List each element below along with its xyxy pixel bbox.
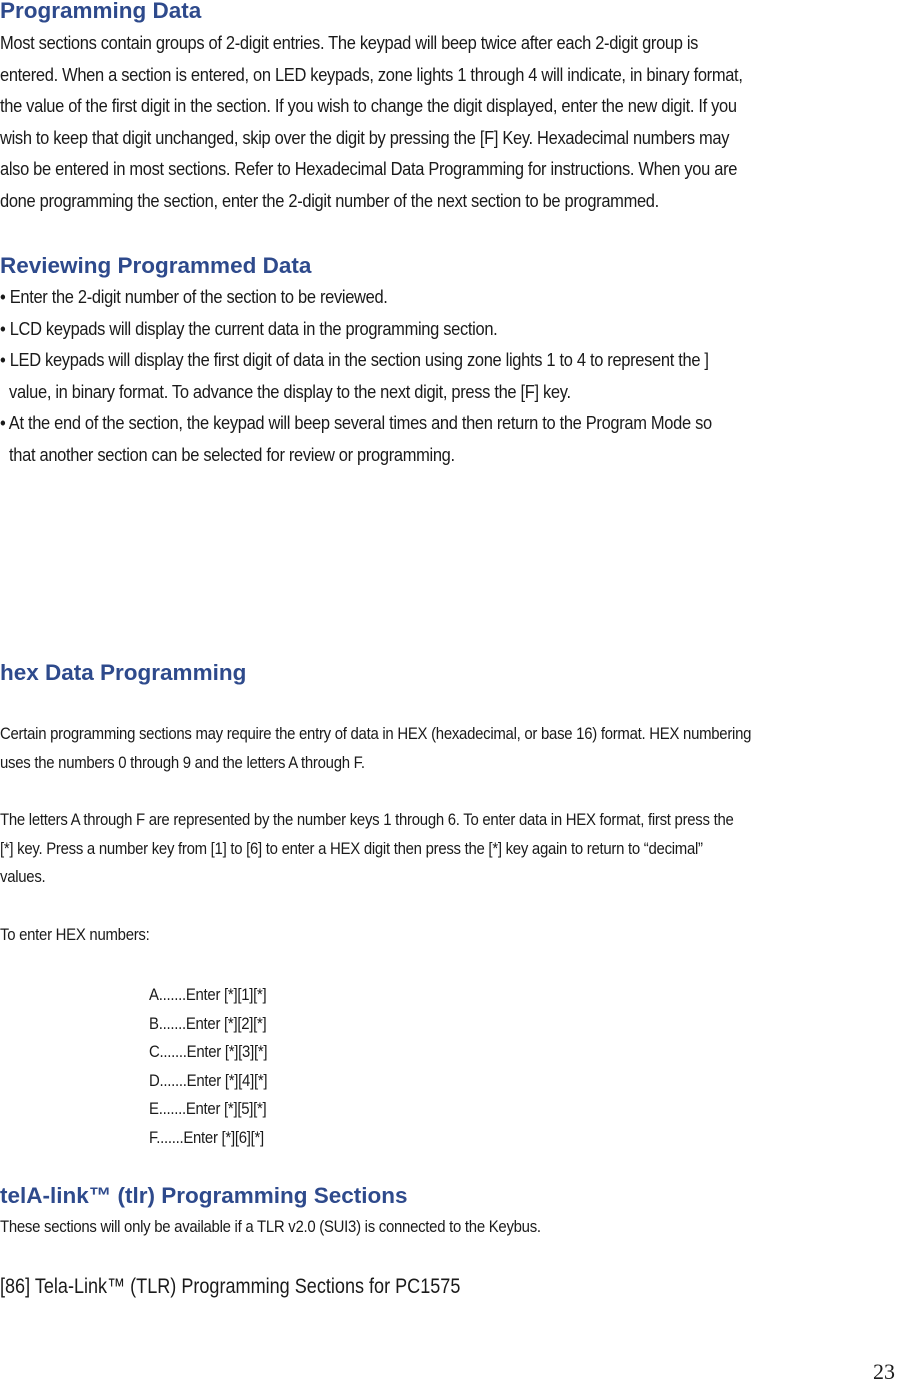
text-line: To enter HEX numbers: bbox=[0, 926, 150, 944]
text-line: These sections will only be available if a TLR v2.0 (SUI3) is connected to the Keybus. bbox=[0, 1218, 541, 1236]
bullet-item: • LCD keypads will display the current data in the programming section. bbox=[0, 318, 498, 339]
text-line: done programming the section, enter the 2-digit number of the next section to be programmed. bbox=[0, 190, 659, 211]
reviewing-bullet-list bbox=[0, 282, 896, 471]
text-line: The letters A through F are represented by the number keys 1 through 6. To enter data in HEX format, first press the bbox=[0, 811, 734, 829]
hex-entry: D.......Enter [*][4][*] bbox=[149, 1071, 268, 1090]
hex-entry: A.......Enter [*][1][*] bbox=[149, 986, 267, 1004]
page-number: 23 bbox=[873, 1359, 895, 1384]
heading-hex-data-programming: hex Data Programming bbox=[0, 660, 247, 685]
hex-entry: E.......Enter [*][5][*] bbox=[149, 1100, 267, 1118]
text-line: [*] key. Press a number key from [1] to [6] to enter a HEX digit then press the [*] key again to return to “decimal” bbox=[0, 839, 703, 858]
hex-list-intro bbox=[0, 921, 899, 950]
bullet-item: • Enter the 2-digit number of the section to be reviewed. bbox=[0, 287, 388, 307]
tela-link-note bbox=[0, 1213, 899, 1242]
hex-intro-paragraph bbox=[0, 720, 899, 777]
heading-tela-link-programming: telA-link™ (tlr) Programming Sections bbox=[0, 1183, 408, 1208]
text-line: the value of the first digit in the section. If you wish to change the digit displayed, enter the new digit. If you bbox=[0, 96, 737, 116]
text-line: wish to keep that digit unchanged, skip over the digit by pressing the [F] Key. Hexadecimal numbers may bbox=[0, 127, 730, 148]
text-line: entered. When a section is entered, on LED keypads, zone lights 1 through 4 will indicate, in binary format, bbox=[0, 64, 743, 85]
bullet-continuation: that another section can be selected for review or programming. bbox=[9, 444, 455, 465]
text-line: also be entered in most sections. Refer to Hexadecimal Data Programming for instructions. When you are bbox=[0, 159, 738, 179]
bullet-item: • At the end of the section, the keypad will beep several times and then return to the Program Mode so bbox=[0, 413, 712, 433]
hex-entry: C.......Enter [*][3][*] bbox=[149, 1043, 268, 1061]
bullet-item: • LED keypads will display the first digit of data in the section using zone lights 1 to 4 to represent the ] bbox=[0, 350, 709, 370]
subsection-title-86: [86] Tela-Link™ (TLR) Programming Sections for PC1575 bbox=[0, 1275, 461, 1298]
hex-entry-list bbox=[149, 981, 267, 1152]
text-line: uses the numbers 0 through 9 and the letters A through F. bbox=[0, 753, 365, 772]
hex-entry: B.......Enter [*][2][*] bbox=[149, 1014, 267, 1033]
text-line: Most sections contain groups of 2-digit entries. The keypad will beep twice after each 2-digit group is bbox=[0, 33, 699, 53]
hex-entry: F.......Enter [*][6][*] bbox=[149, 1128, 264, 1147]
text-line: values. bbox=[0, 868, 46, 886]
hex-instructions-paragraph bbox=[0, 806, 899, 892]
text-line: Certain programming sections may require the entry of data in HEX (hexadecimal, or base 16) format. HEX numbering bbox=[0, 725, 752, 743]
heading-reviewing-programmed-data: Reviewing Programmed Data bbox=[0, 253, 312, 278]
heading-programming-data: Programming Data bbox=[0, 0, 202, 23]
programming-data-paragraph bbox=[0, 28, 896, 217]
bullet-continuation: value, in binary format. To advance the display to the next digit, press the [F] key. bbox=[9, 381, 571, 402]
